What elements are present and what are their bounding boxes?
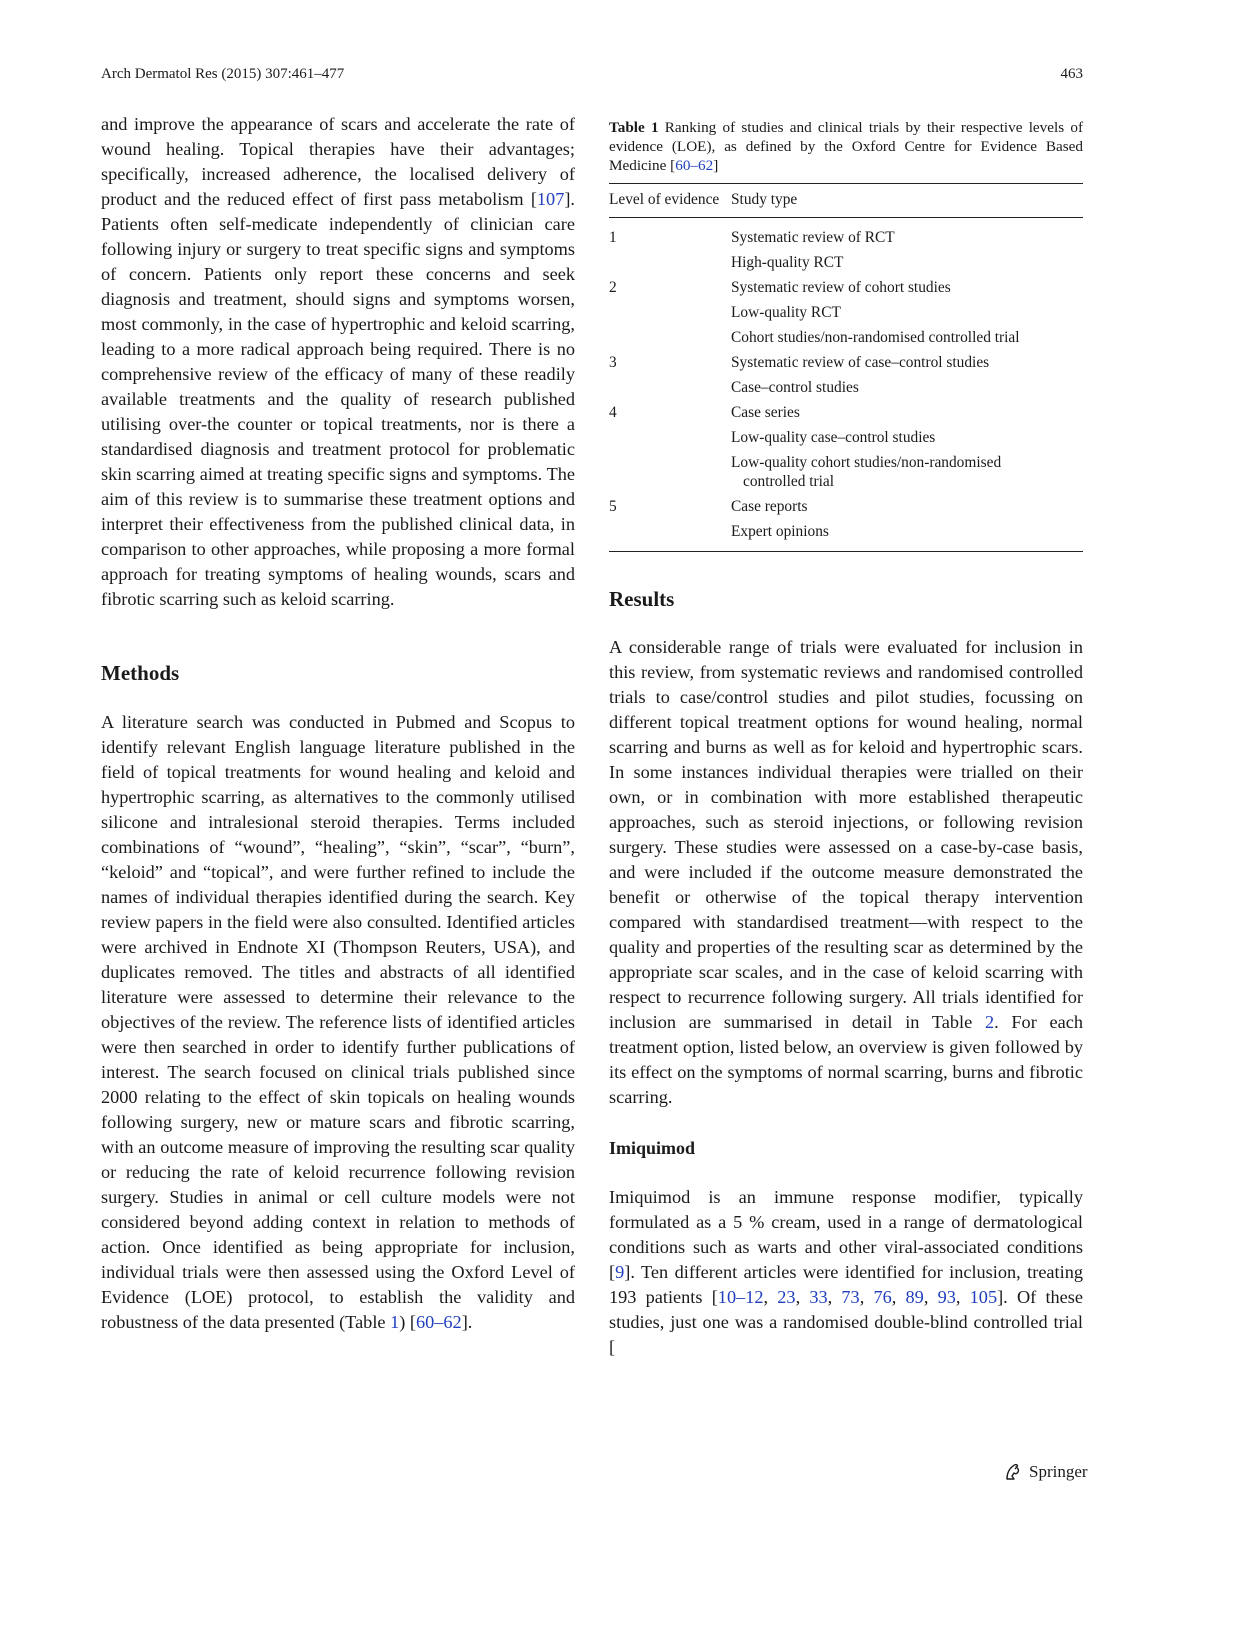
table-row (609, 450, 1083, 494)
publisher-name: Springer (1029, 1462, 1088, 1481)
table-header-row (609, 184, 1083, 218)
cell-study-type: Low-quality RCT (731, 304, 841, 321)
cell-study-type: Case reports (731, 498, 808, 515)
methods-heading: Methods (101, 661, 180, 685)
cell-study-type: Systematic review of case–control studies (731, 354, 990, 371)
results-heading: Results (609, 587, 675, 611)
table-row (609, 250, 1083, 275)
table-link[interactable]: 1 (390, 1312, 400, 1332)
table-row (609, 275, 1083, 300)
cell-level: 5 (609, 498, 617, 515)
cell-level (609, 450, 731, 494)
citation-link[interactable]: 23 (777, 1287, 796, 1307)
cell-level: 2 (609, 279, 617, 296)
cell-level (609, 425, 731, 450)
springer-horse-icon (1003, 1462, 1023, 1482)
table-row (609, 350, 1083, 375)
citation-link[interactable]: 60–62 (675, 157, 714, 174)
loe-table (609, 183, 1083, 552)
table-label: Table 1 (609, 119, 659, 136)
table-row (609, 400, 1083, 425)
cell-level (609, 325, 731, 350)
page-number: 463 (1060, 66, 1083, 82)
cell-level (609, 250, 731, 275)
citation-link[interactable]: 89 (905, 1287, 924, 1307)
cell-study-type: Low-quality case–control studies (731, 429, 936, 446)
imiquimod-heading: Imiquimod (609, 1138, 696, 1158)
journal-reference: Arch Dermatol Res (2015) 307:461–477 (101, 66, 345, 82)
table-row (609, 494, 1083, 519)
imiquimod-paragraph: Imiquimod is an immune response modifier, typically formulated as a 5 % cream, used in a range of dermatological conditions such as warts and other viral-associated conditions [9]. Ten different articles were identified for inclusion, treating 193 patients [10–12, 23, 33, 73, 76, 89, 93, 105]. Of these studies, just one was a randomised double-blind controlled trial [ (609, 1187, 1084, 1357)
left-column (101, 112, 575, 1335)
col-header-level: Level of evidence (609, 191, 720, 208)
cell-level (609, 375, 731, 400)
cell-study-type: Systematic review of RCT (731, 229, 895, 246)
citation-link[interactable]: 93 (937, 1287, 956, 1307)
citation-link[interactable]: 73 (841, 1287, 860, 1307)
cell-study-type: Low-quality cohort studies/non-randomised controlled trial (731, 454, 1002, 490)
results-paragraph: A considerable range of trials were evaluated for inclusion in this review, from systematic reviews and randomised controlled trials to case/control studies and pilot studies, focussing on different topical treatment options for wound healing, normal scarring and burns as well as for keloid and hypertrophic scars. In some instances individual therapies were trialled on their own, or in combination with more established therapeutic approaches, such as steroid injections, or following revision surgery. These studies were assessed on a case-by-case basis, and were included if the outcome measure demonstrated the benefit or otherwise of the topical therapy intervention compared with standardised treatment—with respect to the quality and properties of the resulting scar as determined by the appropriate scar scales, and in the case of keloid scarring with respect to recurrence following surgery. All trials identified for inclusion are summarised in detail in Table 2. For each treatment option, listed below, an overview is given followed by its effect on the symptoms of normal scarring, burns and fibrotic scarring. (609, 637, 1084, 1107)
cell-study-type: Case series (731, 404, 800, 421)
table-row (609, 325, 1083, 350)
citation-link[interactable]: 10–12 (717, 1287, 764, 1307)
table-row (609, 425, 1083, 450)
cell-level (609, 300, 731, 325)
running-head (101, 64, 1083, 84)
cell-level: 4 (609, 404, 617, 421)
cell-study-type: Cohort studies/non-randomised controlled trial (731, 329, 1020, 346)
cell-study-type: Systematic review of cohort studies (731, 279, 951, 296)
citation-link[interactable]: 33 (809, 1287, 828, 1307)
table-row (609, 375, 1083, 400)
table-row (609, 300, 1083, 325)
col-header-study-type: Study type (731, 191, 798, 208)
citation-link[interactable]: 76 (873, 1287, 892, 1307)
cell-study-type: Case–control studies (731, 379, 859, 396)
right-column (609, 112, 1083, 1360)
citation-link[interactable]: 9 (615, 1262, 625, 1282)
table-caption: Table 1 Ranking of studies and clinical trials by their respective levels of evidence (LOE), as defined by the Oxford Centre for Evidence Based Medicine [60–62] (609, 119, 1083, 174)
publisher-logo (1003, 1462, 1088, 1482)
citation-link[interactable]: 105 (969, 1287, 998, 1307)
table-row (609, 519, 1083, 552)
cell-study-type: Expert opinions (731, 523, 829, 540)
table-row (609, 218, 1083, 251)
cell-level: 3 (609, 354, 617, 371)
citation-link[interactable]: 107 (536, 189, 565, 209)
cell-study-type: High-quality RCT (731, 254, 844, 271)
methods-paragraph: A literature search was conducted in Pubmed and Scopus to identify relevant English language literature published in the field of topical treatments for wound healing and keloid and hypertrophic scarring, as alternatives to the commonly utilised silicone and intralesional steroid therapies. Terms included combinations of “wound”, “healing”, “skin”, “scar”, “burn”, “keloid” and “topical”, and were further refined to include the names of individual therapies identified during the search. Key review papers in the field were also consulted. Identified articles were archived in Endnote XI (Thompson Reuters, USA), and duplicates removed. The titles and abstracts of all identified literature were assessed to determine their relevance to the objectives of the review. The reference lists of identified articles were then searched in order to identify further publications of interest. The search focused on clinical trials published since 2000 relating to the effect of skin topicals on healing wounds following surgery, new or mature scars and fibrotic scarring, with an outcome measure of improving the resulting scar quality or reducing the rate of keloid recurrence following revision surgery. Studies in animal or cell culture models were not considered beyond adding context in relation to methods of action. Once identified as being appropriate for inclusion, individual trials were then assessed using the Oxford Level of Evidence (LOE) protocol, to establish the validity and robustness of the data presented (Table 1) [60–62]. (101, 712, 575, 1332)
cell-level (609, 519, 731, 552)
citation-link[interactable]: 60–62 (415, 1312, 462, 1332)
cell-level: 1 (609, 229, 617, 246)
intro-paragraph: and improve the appearance of scars and accelerate the rate of wound healing. Topical therapies have their advantages; specifically, increased adherence, the localised delivery of product and the reduced effect of first pass metabolism [107]. Patients often self-medicate independently of clinician care following injury or surgery to treat specific signs and symptoms of concern. Patients only report these concerns and seek diagnosis and treatment, should signs and symptoms worsen, most commonly, in the case of hypertrophic and keloid scarring, leading to a more radical approach being required. There is no comprehensive review of the efficacy of many of these readily available treatments and the quality of research published utilising over-the counter or topical treatments, nor is there a standardised diagnosis and treatment protocol for problematic skin scarring aimed at treating specific signs and symptoms. The aim of this review is to summarise these treatment options and interpret their effectiveness from the published clinical data, in comparison to other approaches, while proposing a more formal approach for treating symptoms of healing wounds, scars and fibrotic scarring such as keloid scarring. (101, 114, 575, 609)
table-link[interactable]: 2 (984, 1012, 995, 1032)
table-body (609, 218, 1083, 552)
